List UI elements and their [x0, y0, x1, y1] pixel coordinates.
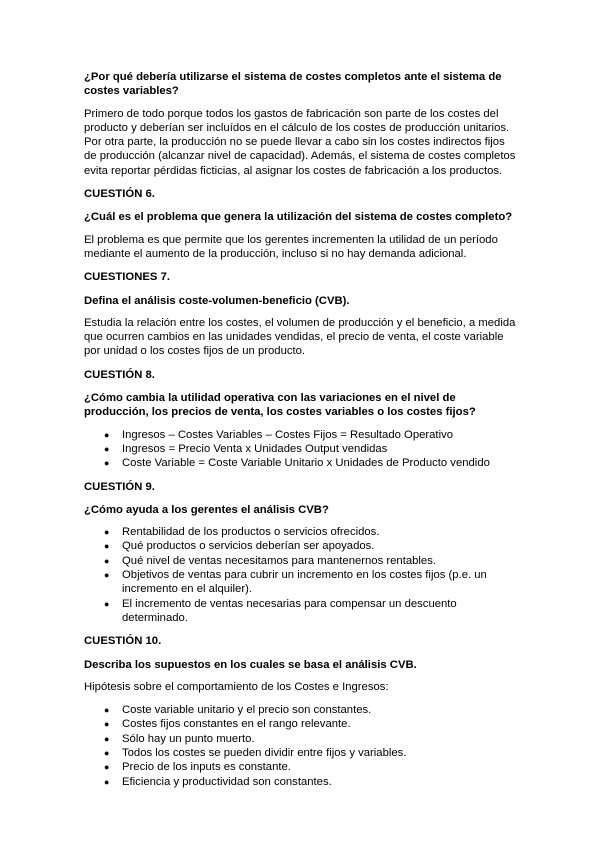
answer-5: Primero de todo porque todos los gastos de fabricación son parte de los costes del producto y deberían ser incluídos en el cálculo de los costes de producción unitarios. Por otra parte, la producción no se puede llevar a cabo sin los costes indirectos fijos de producción (alcanzar nivel de capacidad). Además, el sistema de costes completos evita reportar pérdidas ficticias, al asignar los costes de fabricación a los productos. [84, 107, 516, 177]
heading-cuestion-6: CUESTIÓN 6. [84, 188, 155, 201]
answer-10: Hipótesis sobre el comportamiento de los Costes e Ingresos: [84, 680, 389, 693]
bullet-icon: ● [104, 762, 110, 773]
bullet-icon: ● [104, 719, 110, 730]
bullet-icon: ● [104, 443, 110, 454]
bullet-icon: ● [104, 598, 110, 609]
question-7: Defina el análisis coste-volumen-beneficio (CVB). [84, 294, 350, 307]
answer-6: El problema es que permite que los gerentes incrementen la utilidad de un período mediante el aumento de la producción, incluso si no hay demanda adicional. [84, 233, 498, 260]
list-item: ● Rentabilidad de los productos o servicios ofrecidos. [104, 526, 380, 539]
list-item: ● Coste variable unitario y el precio son constantes. [104, 704, 372, 717]
answer-7: Estudia la relación entre los costes, el volumen de producción y el beneficio, a medida que ocurren cambios en las unidades vendidas, el precio de venta, el coste variable por unidad o los costes fijos de un producto. [84, 316, 516, 358]
bullet-icon: ● [104, 429, 110, 440]
bullet-icon: ● [104, 527, 110, 538]
bullet-icon: ● [104, 541, 110, 552]
question-6: ¿Cuál es el problema que genera la utilización del sistema de costes completo? [84, 211, 513, 224]
question-9: ¿Cómo ayuda a los gerentes el análisis CVB? [84, 503, 329, 516]
list-item: ● El incremento de ventas necesarias para compensar un descuento determinado. [104, 597, 457, 624]
bullet-icon: ● [104, 705, 110, 716]
list-item: ● Precio de los inputs es constante. [104, 761, 291, 774]
list-item: ● Ingresos = Precio Venta x Unidades Output vendidas [104, 442, 388, 455]
list-item: ● Sólo hay un punto muerto. [104, 732, 255, 745]
bullet-icon: ● [104, 458, 110, 469]
list-item: ● Eficiencia y productividad son constantes. [104, 775, 332, 788]
list-item: ● Objetivos de ventas para cubrir un incremento en los costes fijos (p.e. un incremento en el alquiler). [104, 569, 487, 596]
bullet-list-9 [84, 525, 516, 625]
bullet-icon: ● [104, 570, 110, 581]
list-item: ● Coste Variable = Coste Variable Unitario x Unidades de Producto vendido [104, 457, 490, 470]
list-item: ● Qué nivel de ventas necesitamos para mantenernos rentables. [104, 554, 436, 567]
heading-cuestion-8: CUESTIÓN 8. [84, 368, 155, 381]
list-item: ● Qué productos o servicios deberían ser apoyados. [104, 540, 375, 553]
question-8: ¿Cómo cambia la utilidad operativa con las variaciones en el nivel de producción, los precios de venta, los costes variables o los costes fijos? [84, 392, 476, 419]
bullet-icon: ● [104, 776, 110, 787]
question-10: Describa los supuestos en los cuales se basa el análisis CVB. [84, 658, 417, 671]
heading-cuestion-7: CUESTIONES 7. [84, 271, 171, 284]
bullet-icon: ● [104, 747, 110, 758]
bullet-list-10 [84, 703, 516, 789]
bullet-icon: ● [104, 555, 110, 566]
bullet-icon: ● [104, 733, 110, 744]
bullet-list-8 [84, 428, 516, 471]
list-item: ● Costes fijos constantes en el rango relevante. [104, 718, 351, 731]
list-item: ● Ingresos – Costes Variables – Costes Fijos = Resultado Operativo [104, 428, 454, 441]
heading-cuestion-9: CUESTIÓN 9. [84, 480, 155, 493]
list-item: ● Todos los costes se pueden dividir entre fijos y variables. [104, 746, 407, 759]
question-5: ¿Por qué debería utilizarse el sistema de costes completos ante el sistema de costes variables? [84, 71, 502, 98]
heading-cuestion-10: CUESTIÓN 10. [84, 635, 162, 648]
